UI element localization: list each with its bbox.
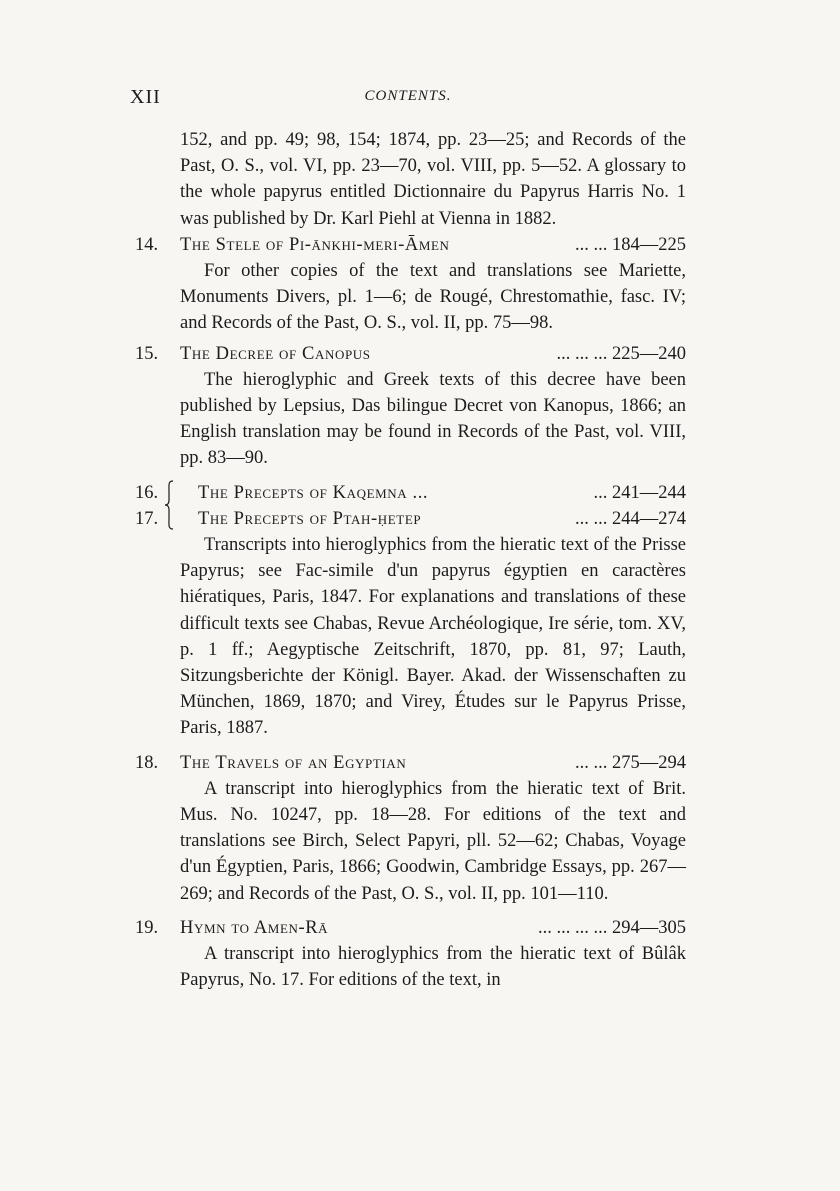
entry-number: 17. [135,508,159,529]
entry-title: The Travels of an Egyptian [180,752,407,773]
entry-pages: ... ... ... ... 294—305 [538,917,686,938]
entry-16-17 [135,480,686,532]
entry-19 [135,915,686,994]
entry-title: The Precepts of Kaqemna ... [198,482,429,503]
entry-pages: ... ... 184—225 [575,234,686,255]
entry-18 [135,750,686,907]
entry-pages: ... ... 275—294 [575,752,686,773]
entry-title: The Precepts of Ptah-ḥetep [198,508,422,529]
entry-title: The Decree of Canopus [180,343,371,364]
entry-description: The hieroglyphic and Greek texts of this decree have been published by Lepsius, Das bilingue Decret von Kanopus, 1866; an English translation may be found in Records of the Past, vol. VIII, pp. 83—90. [180,369,686,469]
entry-title-row [180,506,686,532]
running-title: CONTENTS. [364,88,452,104]
entry-description: A transcript into hieroglyphics from the hieratic text of Bûlâk Papyrus, No. 17. For editions of the text, in [180,944,686,991]
entry-description: For other copies of the text and translations see Mariette, Monuments Divers, pl. 1—6; de Rougé, Chrestomathie, fasc. IV; and Records of the Past, O. S., vol. II, pp. 75—98. [180,261,686,334]
entry-pages: ... ... ... 225—240 [556,343,686,364]
brace-icon [164,480,174,530]
entry-title: The Stele of Pi-ānkhi-meri-Āmen [180,234,450,255]
entry-description: Transcripts into hieroglyphics from the hieratic text of the Prisse Papyrus; see Fac-simile d'un papyrus égyptien en caractères hiératiques, Paris, 1847. For explanations and translations of these difficult texts see Chabas, Revue Archéologique, Ire série, tom. XV, p. 1 ff.; Aegyptische Zeitschrift, 1870, pp. 81, 97; Lauth, Sitzungsberichte der Königl. Bayer. Akad. der Wissenschaften zu München, 1869, 1870; and Virey, Études sur le Papyrus Prisse, Paris, 1887. [180,535,686,739]
entry-pages: ... ... 244—274 [575,508,686,529]
entry-title-row [180,750,686,776]
entry-14 [135,232,686,337]
entry-title-row [180,341,686,367]
entry-pages: ... 241—244 [593,482,686,503]
entry-title-row [180,915,686,941]
entry-title-row [180,480,686,506]
entry-number: 16. [135,482,159,503]
entry-title: Hymn to Amen-Rā [180,917,329,938]
entry-number: 14. [135,234,159,255]
entry-number: 15. [135,343,159,364]
page-header [130,86,686,114]
page-number: XII [130,86,161,108]
entry-title-row [180,232,686,258]
entry-15 [135,341,686,472]
contents-body [135,127,686,994]
entry-number: 19. [135,917,159,938]
entry-description: A transcript into hieroglyphics from the hieratic text of Brit. Mus. No. 10247, pp. 18—28. For editions of the text and translations see Birch, Select Papyri, pll. 52—62; Chabas, Voyage d'un Égyptien, Paris, 1866; Goodwin, Cambridge Essays, pp. 267—269; and Records of the Past, O. S., vol. II, pp. 101—110. [180,778,686,904]
entry-number: 18. [135,752,159,773]
entry-17 [135,506,686,532]
intro-paragraph: 152, and pp. 49; 98, 154; 1874, pp. 23—25; and Records of the Past, O. S., vol. VI, pp. 23—70, vol. VIII, pp. 5—52. A glossary to the whole papyrus entitled Dictionnaire du Papyrus Harris No. 1 was published by Dr. Karl Piehl at Vienna in 1882. [180,130,686,229]
entry-16 [135,480,686,506]
